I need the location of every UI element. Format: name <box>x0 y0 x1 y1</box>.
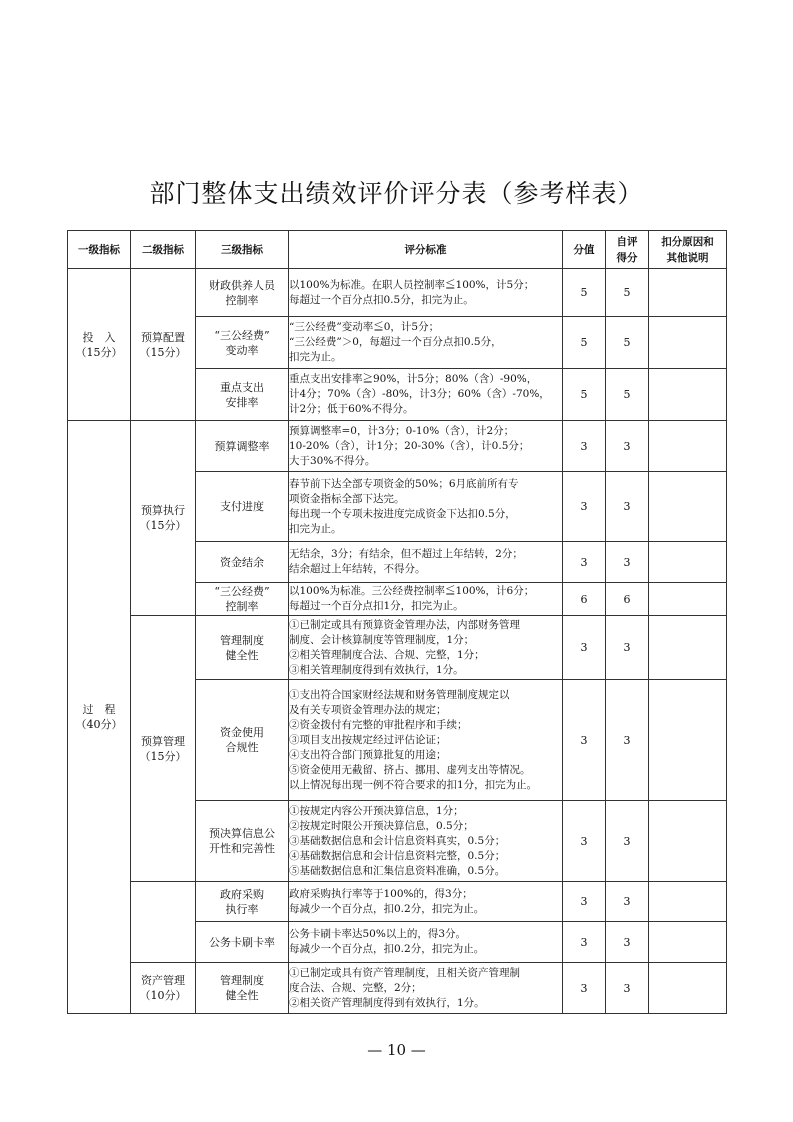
page-number: — 10 — <box>367 1041 426 1059</box>
score-cell: 3 <box>563 421 606 472</box>
level2-cell: 预算配置 （15分） <box>131 269 196 421</box>
self-score-cell: 3 <box>606 680 649 801</box>
level2-cell: 资产管理 （10分） <box>131 963 196 1014</box>
table-row <box>68 963 727 1014</box>
level1-cell: 投 入 （15分） <box>68 269 131 421</box>
header-score: 分值 <box>563 231 606 269</box>
level3-cell: 公务卡刷卡率 <box>196 922 289 963</box>
criteria-cell: 公务卡刷卡率达50%以上的，得3分。 每减少一个百分点，扣0.2分，扣完为止。 <box>289 922 563 963</box>
note-cell <box>649 472 727 542</box>
level3-cell: 预决算信息公 开性和完善性 <box>196 801 289 882</box>
criteria-cell: ①支出符合国家财经法规和财务管理制度规定以 及有关专项资金管理办法的规定； ②资金拨付有完整的审批程序和手续； ③项目支出按规定经过评估论证； ④支出符合部门预算批复的用途； ⑤资金使用无截留、挤占、挪用、虚列支出等情况。 以上情况每出现一例不符合要求的扣1分，扣完为止。 <box>289 680 563 801</box>
self-score-cell: 3 <box>606 882 649 922</box>
score-cell: 3 <box>563 616 606 680</box>
table-header-row <box>68 231 727 269</box>
criteria-cell: 春节前下达全部专项资金的50%；6月底前所有专 项资金指标全部下达完。 每出现一个专项未按进度完成资金下达扣0.5分， 扣完为止。 <box>289 472 563 542</box>
level3-cell: 政府采购 执行率 <box>196 882 289 922</box>
self-score-cell: 5 <box>606 317 649 369</box>
level2-cell <box>131 882 196 963</box>
level1-cell: 过 程 （40分） <box>68 421 131 1014</box>
level3-cell: 财政供养人员 控制率 <box>196 269 289 317</box>
header-level1: 一级指标 <box>68 231 131 269</box>
criteria-cell: ①已制定或具有资产管理制度，且相关资产管理制 度合法、合规、完整，2分； ②相关资产管理制度得到有效执行，1分。 <box>289 963 563 1014</box>
note-cell <box>649 542 727 583</box>
criteria-cell: ①已制定或具有预算资金管理办法，内部财务管理 制度、会计核算制度等管理制度，1分； ②相关管理制度合法、合规、完整，1分； ③相关管理制度得到有效执行，1分。 <box>289 616 563 680</box>
criteria-cell: 预算调整率=0，计3分；0-10%（含），计2分； 10-20%（含），计1分；20-30%（含），计0.5分； 大于30%不得分。 <box>289 421 563 472</box>
table-row <box>68 616 727 680</box>
note-cell <box>649 680 727 801</box>
table-row <box>68 421 727 472</box>
header-level2: 二级指标 <box>131 231 196 269</box>
table-row <box>68 269 727 317</box>
score-cell: 3 <box>563 801 606 882</box>
note-cell <box>649 583 727 616</box>
criteria-cell: 无结余，3分；有结余，但不超过上年结转，2分； 结余超过上年结转，不得分。 <box>289 542 563 583</box>
header-level3: 三级指标 <box>196 231 289 269</box>
note-cell <box>649 882 727 922</box>
score-cell: 3 <box>563 680 606 801</box>
level3-cell: 资金使用 合规性 <box>196 680 289 801</box>
level3-cell: 管理制度 健全性 <box>196 963 289 1014</box>
note-cell <box>649 922 727 963</box>
header-note: 扣分原因和 其他说明 <box>649 231 727 269</box>
score-cell: 6 <box>563 583 606 616</box>
table-row <box>68 882 727 922</box>
criteria-cell: 重点支出安排率≧90%，计5分；80%（含）-90%， 计4分；70%（含）-80%，计3分；60%（含）-70%， 计2分；低于60%不得分。 <box>289 369 563 421</box>
self-score-cell: 3 <box>606 421 649 472</box>
level3-cell: 支付进度 <box>196 472 289 542</box>
header-self-score: 自评 得分 <box>606 231 649 269</box>
self-score-cell: 3 <box>606 963 649 1014</box>
header-criteria: 评分标准 <box>289 231 563 269</box>
level2-cell: 预算管理 （15分） <box>131 616 196 882</box>
score-cell: 5 <box>563 317 606 369</box>
criteria-cell: 以100%为标准。三公经费控制率≦100%，计6分； 每超过一个百分点扣1分，扣完为止。 <box>289 583 563 616</box>
self-score-cell: 6 <box>606 583 649 616</box>
score-cell: 3 <box>563 542 606 583</box>
score-cell: 3 <box>563 963 606 1014</box>
level3-cell: 资金结余 <box>196 542 289 583</box>
note-cell <box>649 801 727 882</box>
level3-cell: “三公经费” 控制率 <box>196 583 289 616</box>
level3-cell: 预算调整率 <box>196 421 289 472</box>
self-score-cell: 5 <box>606 369 649 421</box>
self-score-cell: 3 <box>606 542 649 583</box>
self-score-cell: 3 <box>606 616 649 680</box>
note-cell <box>649 269 727 317</box>
criteria-cell: “三公经费”变动率≦0，计5分； “三公经费”＞0，每超过一个百分点扣0.5分， 扣完为止。 <box>289 317 563 369</box>
score-table <box>67 230 727 1014</box>
score-cell: 3 <box>563 472 606 542</box>
score-cell: 3 <box>563 882 606 922</box>
note-cell <box>649 369 727 421</box>
level3-cell: 管理制度 健全性 <box>196 616 289 680</box>
criteria-cell: ①按规定内容公开预决算信息，1分； ②按规定时限公开预决算信息，0.5分； ③基础数据信息和会计信息资料真实，0.5分； ④基础数据信息和会计信息资料完整，0.5分； ⑤基础数据信息和汇集信息资料准确，0.5分。 <box>289 801 563 882</box>
criteria-cell: 政府采购执行率等于100%的，得3分； 每减少一个百分点，扣0.2分，扣完为止。 <box>289 882 563 922</box>
note-cell <box>649 963 727 1014</box>
self-score-cell: 3 <box>606 472 649 542</box>
score-cell: 5 <box>563 269 606 317</box>
note-cell <box>649 616 727 680</box>
page-title: 部门整体支出绩效评价评分表（参考样表） <box>149 179 644 208</box>
level2-cell: 预算执行 （15分） <box>131 421 196 616</box>
level3-cell: “三公经费” 变动率 <box>196 317 289 369</box>
self-score-cell: 3 <box>606 922 649 963</box>
score-cell: 3 <box>563 922 606 963</box>
criteria-cell: 以100%为标准。在职人员控制率≦100%，计5分； 每超过一个百分点扣0.5分，扣完为止。 <box>289 269 563 317</box>
score-cell: 5 <box>563 369 606 421</box>
self-score-cell: 5 <box>606 269 649 317</box>
note-cell <box>649 317 727 369</box>
level3-cell: 重点支出 安排率 <box>196 369 289 421</box>
self-score-cell: 3 <box>606 801 649 882</box>
note-cell <box>649 421 727 472</box>
